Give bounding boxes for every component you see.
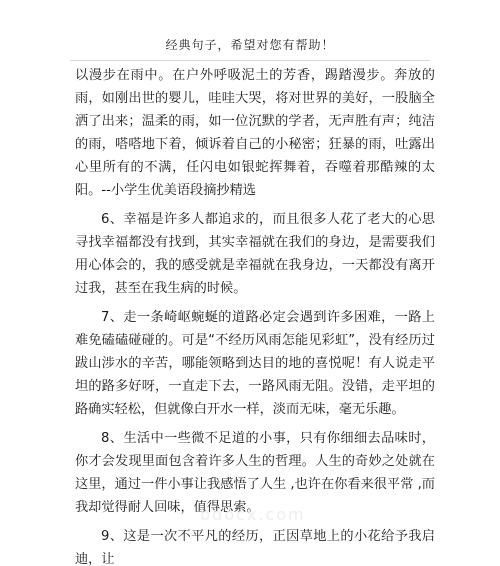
document-body — [75, 64, 435, 566]
page-header-title: 经典句子，希望对您有帮助！ — [165, 38, 335, 52]
paragraph-item-7: 7、走一条崎岖蜿蜒的道路必定会遇到许多困难，一路上难免磕磕碰碰的。可是“不经历风雨怎能见彩虹”，没有经历过跋山涉水的辛苦，哪能领略到达目的地的喜悦呢！有人说走平坦的路多好呀，一直走下去，一路风雨无阻。没错，走平坦的路确实轻松，但就像白开水一样，淡而无味，毫无乐趣。 — [75, 310, 435, 417]
paragraph-item-6: 6、幸福是许多人都追求的，而且很多人花了老大的心思寻找幸福都没有找到，其实幸福就在我们的身边，是需要我们用心体会的，我的感受就是幸福就在我身边，一天都没有离开过我，甚至在我生病的时候。 — [75, 212, 435, 296]
paragraph-item-9: 9、这是一次不平凡的经历，正因草地上的小花给予我启迪，让 — [75, 529, 435, 566]
paragraph-item-8: 8、生活中一些微不足道的小事，只有你细细去品味时，你才会发现里面包含着许多人生的哲理。人生的奇妙之处就在这里，通过一件小事让我感悟了人生 ,也许在你看来很平常 ,而我却觉得耐人回味，值得思索。 — [75, 431, 435, 515]
watermark: bdocx.com — [200, 505, 306, 524]
header-divider — [70, 60, 430, 61]
paragraph-continuation: 以漫步在雨中。在户外呼吸泥土的芳香，踢踏漫步。奔放的雨，如刚出世的婴儿，哇哇大哭，将对世界的美好，一股脑全洒了出来；温柔的雨，如一位沉默的学者，无声胜有声；纯洁的雨，嗒嗒地下着，倾诉着自己的小秘密；狂暴的雨，吐露出心里所有的不满，任闪电如银蛇挥舞着，吞噬着那酷辣的太阳。--小学生优美语段摘抄精选 — [75, 68, 435, 198]
